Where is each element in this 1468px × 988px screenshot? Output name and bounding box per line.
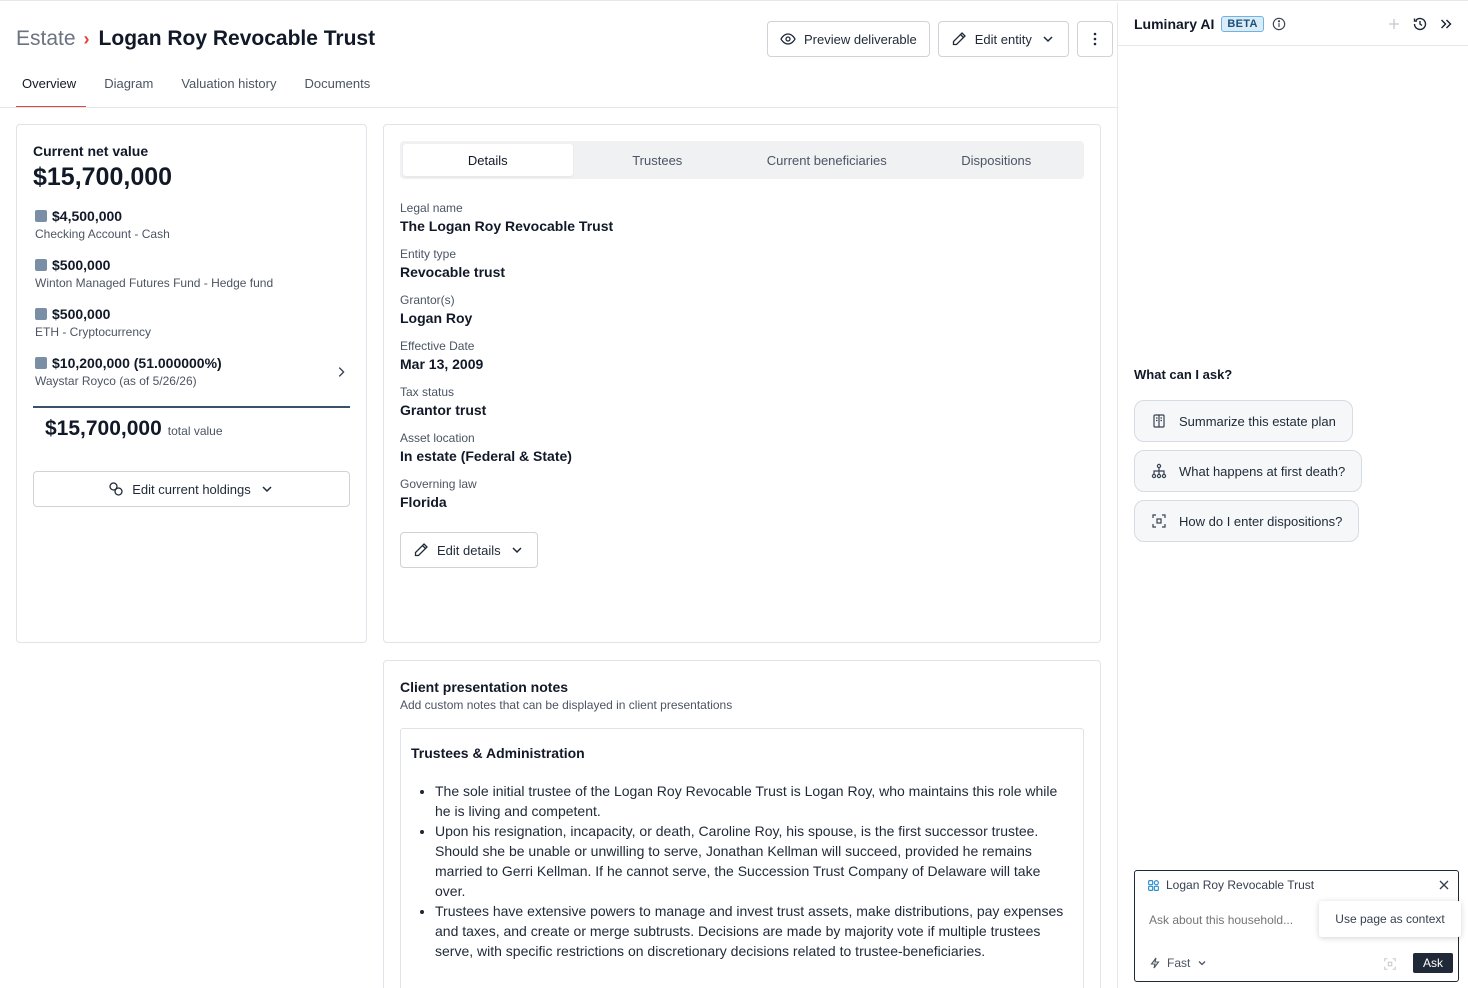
holding-name: Winton Managed Futures Fund - Hedge fund (35, 276, 274, 290)
more-options-button[interactable] (1077, 21, 1113, 57)
kebab-icon (1087, 31, 1103, 47)
ai-panel-title: Luminary AI (1134, 16, 1215, 32)
suggestion-label: Summarize this estate plan (1179, 413, 1336, 429)
chevron-right-icon[interactable] (334, 365, 348, 379)
field-value: Mar 13, 2009 (400, 356, 484, 372)
chevron-down-icon (1196, 957, 1208, 969)
edit-entity-button[interactable] (938, 21, 1069, 57)
lightning-icon (1149, 957, 1161, 969)
field-entity-type (400, 247, 1084, 280)
field-label: Legal name (400, 201, 463, 215)
holding-item-expandable[interactable] (33, 355, 350, 388)
eye-icon (780, 31, 796, 47)
page-tabs (16, 67, 392, 108)
holding-name: Waystar Royco (as of 5/26/26) (35, 374, 197, 388)
presentation-notes-card (383, 660, 1101, 988)
breadcrumb (16, 25, 375, 53)
total-value-label: total value (167, 424, 223, 438)
mode-label: Fast (1167, 956, 1191, 970)
breadcrumb-parent[interactable]: Estate (16, 27, 76, 50)
tab-dispositions[interactable]: Dispositions (961, 152, 1032, 168)
scan-icon (1151, 513, 1167, 529)
field-label: Entity type (400, 247, 457, 261)
notes-editor[interactable] (400, 728, 1084, 988)
chevron-down-icon (1040, 31, 1056, 47)
history-icon[interactable] (1412, 16, 1428, 32)
header-actions (767, 21, 1113, 57)
preview-deliverable-button[interactable] (767, 21, 930, 57)
field-legal-name (400, 201, 1084, 234)
holding-swatch (35, 357, 47, 369)
tab-details[interactable]: Details (403, 144, 573, 176)
field-label: Asset location (400, 431, 475, 445)
field-label: Tax status (400, 385, 455, 399)
pencil-icon (951, 31, 967, 47)
mode-select[interactable] (1149, 956, 1208, 970)
details-segmented-control (400, 141, 1084, 179)
field-value: Florida (400, 494, 447, 510)
edit-current-holdings-label: Edit current holdings (132, 481, 251, 497)
book-icon (1151, 413, 1167, 429)
total-divider (33, 406, 350, 408)
holding-swatch (35, 210, 47, 222)
context-label: Logan Roy Revocable Trust (1166, 878, 1315, 892)
field-grantors (400, 293, 1084, 326)
details-fields (400, 201, 1084, 510)
tab-valuation-history[interactable]: Valuation history (181, 76, 277, 91)
chevron-down-icon (509, 542, 525, 558)
field-label: Governing law (400, 477, 477, 491)
field-value: The Logan Roy Revocable Trust (400, 218, 614, 234)
beta-badge: BETA (1221, 16, 1263, 32)
list-item: • The sole initial trustee of the Logan Roy Revocable Trust is Logan Roy, who maintains this role while he is living and competent. (435, 781, 1073, 821)
suggestion-dispositions[interactable] (1134, 500, 1359, 542)
field-value: Grantor trust (400, 402, 487, 418)
hierarchy-icon (1151, 463, 1167, 479)
holding-amount: $4,500,000 (52, 208, 123, 224)
ask-input[interactable] (1149, 913, 1319, 927)
field-value: Logan Roy (400, 310, 473, 326)
field-governing-law (400, 477, 1084, 510)
suggestion-label: How do I enter dispositions? (1179, 513, 1343, 529)
tab-overview[interactable]: Overview (16, 67, 82, 108)
holding-swatch (35, 259, 47, 271)
net-value-card (16, 124, 367, 643)
edit-entity-label: Edit entity (974, 31, 1032, 47)
holdings-icon (108, 481, 124, 497)
tab-documents[interactable]: Documents (304, 76, 371, 91)
what-can-i-ask-heading: What can I ask? (1134, 367, 1233, 382)
entity-icon (1147, 879, 1160, 892)
field-label: Grantor(s) (400, 293, 455, 307)
suggestion-first-death[interactable] (1134, 450, 1362, 492)
ask-button[interactable]: Ask (1413, 953, 1453, 973)
ai-panel-header (1118, 3, 1468, 46)
tab-diagram[interactable]: Diagram (104, 76, 154, 91)
total-value (45, 417, 350, 441)
edit-current-holdings-button[interactable] (33, 471, 350, 507)
field-effective-date (400, 339, 1084, 372)
ai-panel (1117, 3, 1468, 988)
total-value-amount: $15,700,000 (45, 417, 162, 440)
list-item: • Trustees have extensive powers to manage and invest trust assets, make distributions, pay expenses and taxes, and create or merge subtrusts. Decisions are made by majority vote if multiple trustees serve, with specific restrictions on discretionary decisions related to trustee-beneficiaries. (435, 901, 1073, 961)
notes-list (411, 781, 1073, 961)
info-icon[interactable] (1272, 17, 1286, 31)
notes-subtitle: Add custom notes that can be displayed in client presentations (400, 698, 733, 712)
context-chip (1135, 871, 1458, 899)
collapse-panel-icon[interactable] (1438, 16, 1454, 32)
holding-amount: $500,000 (52, 257, 111, 273)
tab-current-beneficiaries[interactable]: Current beneficiaries (766, 152, 887, 168)
page-title: Logan Roy Revocable Trust (98, 27, 376, 50)
notes-heading: Trustees & Administration (411, 745, 585, 761)
holding-swatch (35, 308, 47, 320)
field-value: Revocable trust (400, 264, 506, 280)
net-value-amount: $15,700,000 (33, 163, 173, 191)
holding-name: ETH - Cryptocurrency (35, 325, 152, 339)
holding-item (33, 306, 350, 339)
page-context-tooltip: Use page as context (1319, 901, 1461, 937)
holding-item (33, 257, 350, 290)
list-item: • Upon his resignation, incapacity, or death, Caroline Roy, his spouse, is the first successor trustee. Should she be unable or unwilling to serve, Jonathan Kellman will succeed, provided he remains married to Gerri Kellman. If he cannot serve, the Succession Trust Company of Delaware will take over. (435, 821, 1073, 901)
suggestion-summarize[interactable] (1134, 400, 1353, 442)
holding-amount: $500,000 (52, 306, 111, 322)
main-area (0, 3, 1117, 988)
suggestion-label: What happens at first death? (1179, 463, 1346, 479)
preview-deliverable-label: Preview deliverable (804, 31, 917, 47)
holding-item (33, 208, 350, 241)
holding-name: Checking Account - Cash (35, 227, 170, 241)
page-context-icon[interactable] (1383, 957, 1397, 971)
ai-composer (1134, 870, 1459, 982)
field-asset-location (400, 431, 1084, 464)
field-value: In estate (Federal & State) (400, 448, 572, 464)
tab-trustees[interactable]: Trustees (632, 152, 683, 168)
net-value-label: Current net value (33, 143, 149, 159)
close-icon[interactable] (1438, 879, 1450, 891)
chevron-down-icon (259, 481, 275, 497)
ai-panel-actions (1386, 16, 1454, 32)
field-label: Effective Date (400, 339, 475, 353)
details-card (383, 124, 1101, 643)
edit-details-label: Edit details (437, 542, 501, 558)
plus-icon[interactable] (1386, 16, 1402, 32)
holding-amount: $10,200,000 (51.000000%) (52, 355, 222, 371)
notes-title: Client presentation notes (400, 679, 569, 695)
tabs-divider (0, 107, 1117, 108)
pencil-icon (413, 542, 429, 558)
edit-details-button[interactable] (400, 532, 538, 568)
field-tax-status (400, 385, 1084, 418)
breadcrumb-chevron-icon: › (83, 28, 90, 49)
